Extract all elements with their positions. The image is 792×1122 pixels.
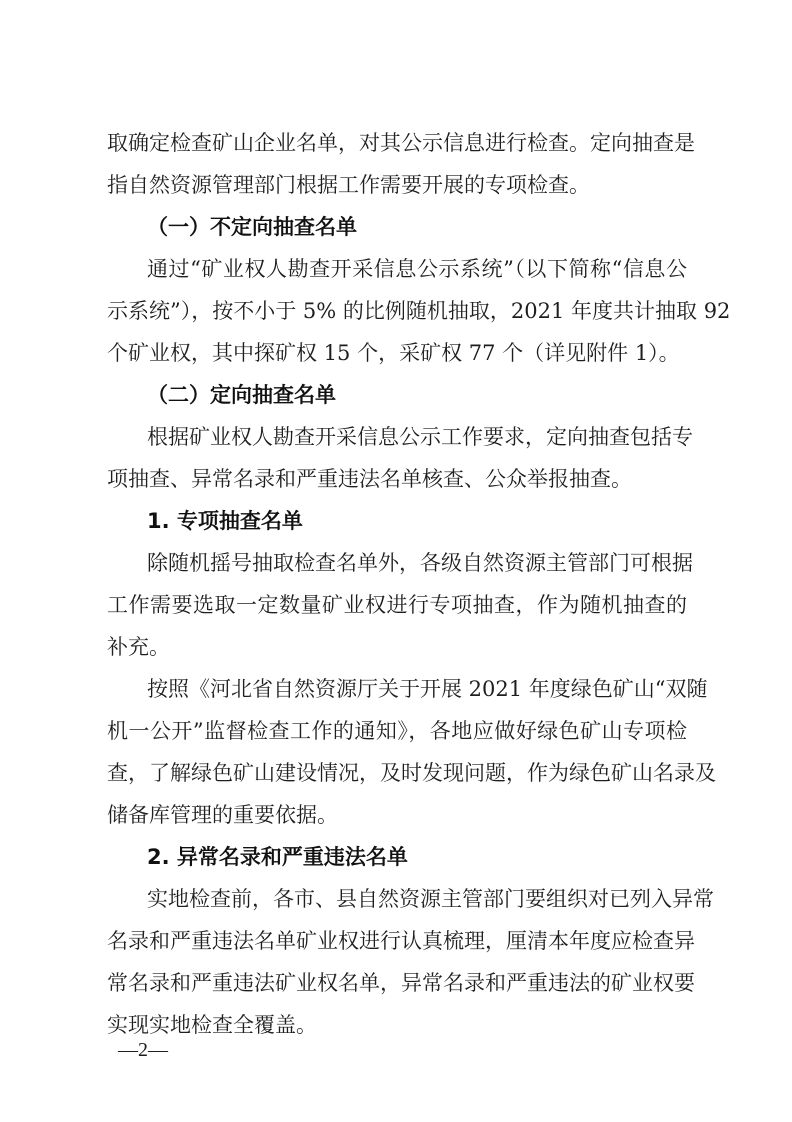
paragraph-line: 名录和严重违法名单矿业权进行认真梳理，厘清本年度应检查异 xyxy=(107,929,695,953)
section-heading-directed: （二）定向抽查名单 xyxy=(147,383,336,407)
paragraph-line: 通过“矿业权人勘查开采信息公示系统”（以下简称“信息公 xyxy=(147,257,687,281)
paragraph-line: 工作需要选取一定数量矿业权进行专项抽查，作为随机抽查的 xyxy=(107,593,687,617)
paragraph-line: 实地检查前，各市、县自然资源主管部门要组织对已列入异常 xyxy=(147,887,714,911)
paragraph-line: 储备库管理的重要依据。 xyxy=(107,803,338,827)
paragraph-line: 除随机摇号抽取检查名单外，各级自然资源主管部门可根据 xyxy=(147,551,693,575)
paragraph-line: 机一公开”监督检查工作的通知》，各地应做好绿色矿山专项检 xyxy=(107,719,687,743)
paragraph-line: 取确定检查矿山企业名单，对其公示信息进行检查。定向抽查是 xyxy=(107,131,695,155)
paragraph-line: 项抽查、异常名录和严重违法名单核查、公众举报抽查。 xyxy=(107,467,632,491)
paragraph-line: 指自然资源管理部门根据工作需要开展的专项检查。 xyxy=(107,173,590,197)
paragraph-line: 示系统”），按不小于 5% 的比例随机抽取，2021 年度共计抽取 92 xyxy=(107,299,731,323)
paragraph-line: 补充。 xyxy=(107,635,170,659)
paragraph-line: 查，了解绿色矿山建设情况，及时发现问题，作为绿色矿山名录及 xyxy=(107,761,716,785)
paragraph-line: 个矿业权，其中探矿权 15 个，采矿权 77 个（详见附件 1）。 xyxy=(107,341,680,365)
subheading-special-inspection: 1. 专项抽查名单 xyxy=(147,509,303,533)
paragraph-line: 常名录和严重违法矿业权名单，异常名录和严重违法的矿业权要 xyxy=(107,971,695,995)
paragraph-line: 根据矿业权人勘查开采信息公示工作要求，定向抽查包括专 xyxy=(147,425,693,449)
subheading-abnormal-list: 2. 异常名录和严重违法名单 xyxy=(147,845,408,869)
section-heading-non-directed: （一）不定向抽查名单 xyxy=(147,215,357,239)
paragraph-line: 按照《河北省自然资源厅关于开展 2021 年度绿色矿山“双随 xyxy=(147,677,708,701)
paragraph-line: 实现实地检查全覆盖。 xyxy=(107,1013,317,1037)
page-number: —2— xyxy=(118,1039,168,1061)
